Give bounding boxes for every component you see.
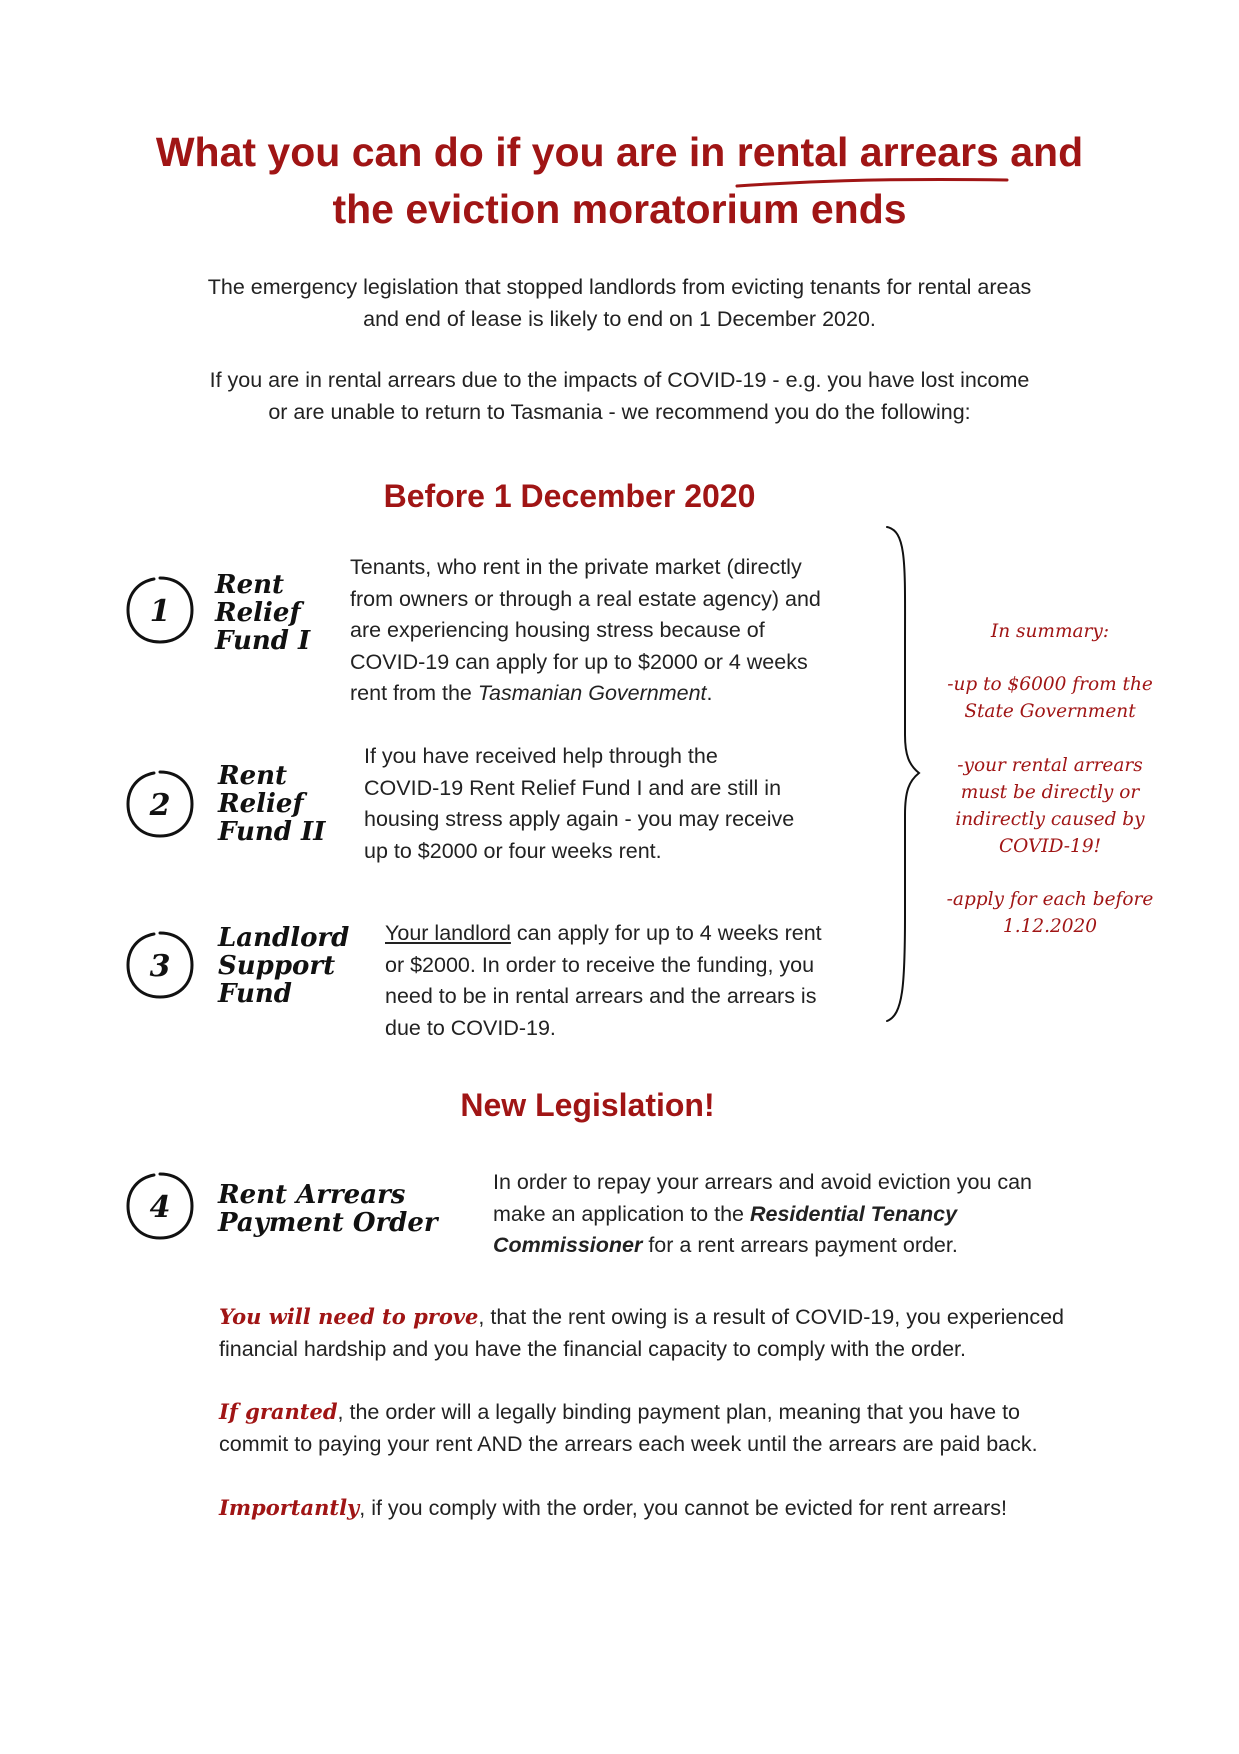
summary-point-3: -apply for each before 1.12.2020 [946,889,1154,937]
tasmanian-government-text: Tasmanian Government [477,681,707,705]
step-2-number: 2 [149,788,171,823]
title-highlight: rental arrears [736,129,999,175]
step-2-circle [124,768,196,840]
title-line-2: the eviction moratorium ends [332,186,907,232]
step-1-label: Rent Relief Fund I [215,570,311,656]
intro-paragraph-1: The emergency legislation that stopped landlords from evicting tenants for rental areas and end of lease is likely to end on 1 December 2020. [207,275,1032,331]
commissioner-text: Commissioner [493,1233,643,1257]
paragraph-prove: You will need to prove, that the rent owing is a result of COVID-19, you experienced financial hardship and you have the financial capacity to comply with the order. [219,1304,1064,1361]
step-2-label: Rent Relief Fund II [218,761,326,847]
paragraph-prove-lead: You will need to prove [219,1304,479,1329]
title-line-1: What you can do if you are in rental arrears and [155,129,1084,175]
your-landlord-text: Your landlord [385,921,511,945]
intro-paragraph-2: If you are in rental arrears due to the impacts of COVID-19 - e.g. you have lost income or are unable to return to Tasmania - we recommend you do the following: [209,368,1030,424]
step-4-text: In order to repay your arrears and avoid eviction you can make an application to the Residential Tenancy Commissioner for a rent arrears payment order. [493,1170,1032,1257]
summary-heading: In summary: [990,621,1110,642]
paragraph-importantly: Importantly, if you comply with the order, you cannot be evicted for rent arrears! [219,1495,1007,1520]
summary-point-1: -up to $6000 from the State Government [947,674,1153,722]
step-2-text: If you have received help through the COVID-19 Rent Relief Fund I and are still in housing stress apply again - you may receive up to $2000 or four weeks rent. [364,744,795,863]
paragraph-importantly-lead: Importantly [219,1495,360,1520]
step-1-text: Tenants, who rent in the private market (directly from owners or through a real estate agency) and are experiencing housing stress because of COVID-19 can apply for up to $2000 or 4 weeks rent from the Tasmanian Government. [350,555,821,705]
summary-point-2: -your rental arrears must be directly or indirectly caused by COVID-19! [955,755,1145,857]
step-1-circle [124,574,196,646]
summary-brace [885,525,925,1025]
step-3-text: Your landlord can apply for up to 4 weeks rent or $2000. In order to receive the funding, you need to be in rental arrears and the arrears is due to COVID-19. [385,921,822,1040]
before-section-heading: Before 1 December 2020 [383,478,756,514]
step-4-circle [124,1170,196,1242]
residential-tenancy-text: Residential Tenancy [749,1201,958,1226]
title-underline-stroke [735,172,1015,192]
step-3-number: 3 [149,949,171,984]
new-legislation-heading: New Legislation! [460,1087,715,1123]
step-3-label: Landlord Support Fund [218,923,350,1009]
step-4-number: 4 [149,1190,171,1225]
paragraph-granted-lead: If granted [219,1399,338,1424]
step-3-circle [124,929,196,1001]
step-4-label: Rent Arrears Payment Order [218,1180,438,1238]
step-1-number: 1 [149,594,171,629]
paragraph-granted: If granted, the order will a legally binding payment plan, meaning that you have to commit to paying your rent AND the arrears each week until the arrears are paid back. [219,1399,1038,1456]
